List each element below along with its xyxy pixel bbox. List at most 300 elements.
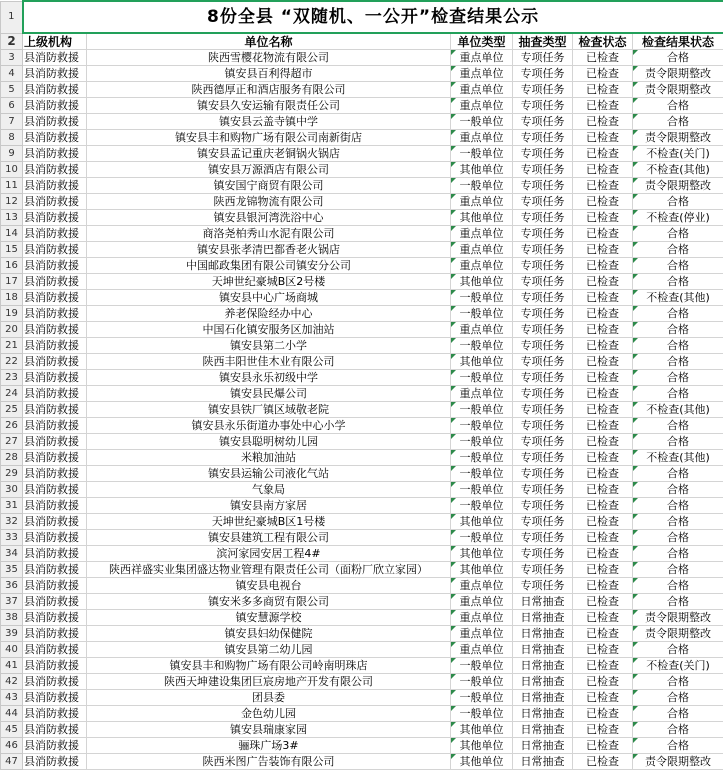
cell-unit-name[interactable]: 米粮加油站 xyxy=(87,450,451,466)
cell-org[interactable]: 县消防救援 xyxy=(23,194,87,210)
row-number[interactable]: 45 xyxy=(1,722,23,738)
cell-unit-type[interactable]: 一般单位 xyxy=(451,530,513,546)
cell-unit-name[interactable]: 镇安县丰和购物广场有限公司南新街店 xyxy=(87,130,451,146)
cell-org[interactable]: 县消防救援 xyxy=(23,482,87,498)
row-number[interactable]: 9 xyxy=(1,146,23,162)
cell-unit-type[interactable]: 一般单位 xyxy=(451,450,513,466)
cell-check-type[interactable]: 专项任务 xyxy=(513,226,573,242)
row-number[interactable]: 1 xyxy=(1,1,23,33)
cell-org[interactable]: 县消防救援 xyxy=(23,642,87,658)
cell-org[interactable]: 县消防救援 xyxy=(23,402,87,418)
row-number[interactable]: 30 xyxy=(1,482,23,498)
cell-check-status[interactable]: 已检查 xyxy=(573,50,633,66)
cell-unit-name[interactable]: 陕西龙锦物流有限公司 xyxy=(87,194,451,210)
cell-org[interactable]: 县消防救援 xyxy=(23,178,87,194)
cell-org[interactable]: 县消防救援 xyxy=(23,50,87,66)
cell-unit-name[interactable]: 镇安县丰和购物广场有限公司岭南明珠店 xyxy=(87,658,451,674)
header-unit-name[interactable]: 单位名称 xyxy=(87,33,451,50)
cell-check-type[interactable]: 专项任务 xyxy=(513,210,573,226)
cell-check-status[interactable]: 已检查 xyxy=(573,674,633,690)
cell-unit-type[interactable]: 一般单位 xyxy=(451,402,513,418)
cell-unit-name[interactable]: 镇安县百利得超市 xyxy=(87,66,451,82)
cell-check-status[interactable]: 已检查 xyxy=(573,418,633,434)
cell-unit-name[interactable]: 中国石化镇安服务区加油站 xyxy=(87,322,451,338)
cell-check-status[interactable]: 已检查 xyxy=(573,322,633,338)
cell-check-type[interactable]: 专项任务 xyxy=(513,194,573,210)
row-number[interactable]: 23 xyxy=(1,370,23,386)
cell-unit-type[interactable]: 一般单位 xyxy=(451,466,513,482)
cell-check-type[interactable]: 专项任务 xyxy=(513,130,573,146)
cell-result-status[interactable]: 责令限期整改 xyxy=(633,66,723,82)
cell-unit-name[interactable]: 镇安县运输公司液化气站 xyxy=(87,466,451,482)
row-number[interactable]: 22 xyxy=(1,354,23,370)
cell-org[interactable]: 县消防救援 xyxy=(23,114,87,130)
cell-result-status[interactable]: 合格 xyxy=(633,674,723,690)
cell-unit-type[interactable]: 一般单位 xyxy=(451,370,513,386)
cell-result-status[interactable]: 合格 xyxy=(633,722,723,738)
cell-unit-name[interactable]: 镇安慧源学校 xyxy=(87,610,451,626)
cell-org[interactable]: 县消防救援 xyxy=(23,722,87,738)
cell-org[interactable]: 县消防救援 xyxy=(23,386,87,402)
cell-unit-type[interactable]: 一般单位 xyxy=(451,482,513,498)
cell-check-status[interactable]: 已检查 xyxy=(573,562,633,578)
cell-check-status[interactable]: 已检查 xyxy=(573,594,633,610)
cell-unit-name[interactable]: 镇安县久安运输有限责任公司 xyxy=(87,98,451,114)
cell-org[interactable]: 县消防救援 xyxy=(23,690,87,706)
cell-check-type[interactable]: 专项任务 xyxy=(513,434,573,450)
cell-result-status[interactable]: 合格 xyxy=(633,594,723,610)
cell-check-type[interactable]: 专项任务 xyxy=(513,530,573,546)
cell-check-status[interactable]: 已检查 xyxy=(573,66,633,82)
row-number[interactable]: 40 xyxy=(1,642,23,658)
cell-check-type[interactable]: 专项任务 xyxy=(513,418,573,434)
row-number[interactable]: 46 xyxy=(1,738,23,754)
row-number[interactable]: 28 xyxy=(1,450,23,466)
cell-unit-type[interactable]: 一般单位 xyxy=(451,658,513,674)
cell-check-status[interactable]: 已检查 xyxy=(573,82,633,98)
cell-check-type[interactable]: 专项任务 xyxy=(513,514,573,530)
cell-result-status[interactable]: 合格 xyxy=(633,498,723,514)
cell-result-status[interactable]: 合格 xyxy=(633,418,723,434)
header-org[interactable]: 上级机构 xyxy=(23,33,87,50)
cell-check-status[interactable]: 已检查 xyxy=(573,658,633,674)
cell-unit-type[interactable]: 其他单位 xyxy=(451,162,513,178)
cell-unit-name[interactable]: 镇安县永乐街道办事处中心小学 xyxy=(87,418,451,434)
cell-check-type[interactable]: 专项任务 xyxy=(513,338,573,354)
cell-check-type[interactable]: 日常抽查 xyxy=(513,722,573,738)
cell-check-status[interactable]: 已检查 xyxy=(573,178,633,194)
cell-org[interactable]: 县消防救援 xyxy=(23,578,87,594)
cell-unit-name[interactable]: 镇安县云盖寺镇中学 xyxy=(87,114,451,130)
cell-org[interactable]: 县消防救援 xyxy=(23,562,87,578)
cell-unit-type[interactable]: 一般单位 xyxy=(451,290,513,306)
cell-check-type[interactable]: 专项任务 xyxy=(513,98,573,114)
cell-unit-name[interactable]: 镇安县银河湾洗浴中心 xyxy=(87,210,451,226)
cell-check-status[interactable]: 已检查 xyxy=(573,498,633,514)
cell-unit-name[interactable]: 镇安县铁厂镇区域敬老院 xyxy=(87,402,451,418)
cell-unit-name[interactable]: 陕西米图广告装饰有限公司 xyxy=(87,754,451,770)
cell-check-status[interactable]: 已检查 xyxy=(573,386,633,402)
row-number[interactable]: 44 xyxy=(1,706,23,722)
cell-result-status[interactable]: 合格 xyxy=(633,514,723,530)
row-number[interactable]: 7 xyxy=(1,114,23,130)
cell-org[interactable]: 县消防救援 xyxy=(23,130,87,146)
cell-org[interactable]: 县消防救援 xyxy=(23,370,87,386)
cell-unit-name[interactable]: 滨河家园安居工程4# xyxy=(87,546,451,562)
row-number[interactable]: 24 xyxy=(1,386,23,402)
cell-org[interactable]: 县消防救援 xyxy=(23,450,87,466)
cell-result-status[interactable]: 合格 xyxy=(633,114,723,130)
row-number[interactable]: 31 xyxy=(1,498,23,514)
cell-unit-name[interactable]: 镇安县南方家居 xyxy=(87,498,451,514)
cell-check-type[interactable]: 专项任务 xyxy=(513,450,573,466)
cell-check-type[interactable]: 日常抽查 xyxy=(513,706,573,722)
cell-org[interactable]: 县消防救援 xyxy=(23,82,87,98)
cell-unit-type[interactable]: 重点单位 xyxy=(451,66,513,82)
cell-check-status[interactable]: 已检查 xyxy=(573,354,633,370)
cell-result-status[interactable]: 合格 xyxy=(633,50,723,66)
cell-unit-name[interactable]: 镇安县第二小学 xyxy=(87,338,451,354)
cell-org[interactable]: 县消防救援 xyxy=(23,498,87,514)
row-number[interactable]: 21 xyxy=(1,338,23,354)
cell-check-type[interactable]: 专项任务 xyxy=(513,114,573,130)
row-number[interactable]: 29 xyxy=(1,466,23,482)
cell-check-type[interactable]: 专项任务 xyxy=(513,466,573,482)
cell-unit-type[interactable]: 重点单位 xyxy=(451,386,513,402)
cell-check-type[interactable]: 专项任务 xyxy=(513,290,573,306)
cell-check-status[interactable]: 已检查 xyxy=(573,642,633,658)
cell-result-status[interactable]: 责令限期整改 xyxy=(633,130,723,146)
row-number[interactable]: 11 xyxy=(1,178,23,194)
cell-unit-name[interactable]: 团县委 xyxy=(87,690,451,706)
cell-unit-type[interactable]: 重点单位 xyxy=(451,82,513,98)
row-number[interactable]: 5 xyxy=(1,82,23,98)
cell-org[interactable]: 县消防救援 xyxy=(23,514,87,530)
cell-result-status[interactable]: 合格 xyxy=(633,482,723,498)
cell-unit-name[interactable]: 镇安米多多商贸有限公司 xyxy=(87,594,451,610)
cell-result-status[interactable]: 合格 xyxy=(633,274,723,290)
row-number[interactable]: 38 xyxy=(1,610,23,626)
cell-org[interactable]: 县消防救援 xyxy=(23,658,87,674)
cell-check-status[interactable]: 已检查 xyxy=(573,338,633,354)
header-check-type[interactable]: 抽查类型 xyxy=(513,33,573,50)
row-number[interactable]: 43 xyxy=(1,690,23,706)
cell-result-status[interactable]: 责令限期整改 xyxy=(633,626,723,642)
row-number[interactable]: 32 xyxy=(1,514,23,530)
cell-result-status[interactable]: 不检查(其他) xyxy=(633,402,723,418)
cell-unit-type[interactable]: 一般单位 xyxy=(451,178,513,194)
row-number[interactable]: 13 xyxy=(1,210,23,226)
cell-check-status[interactable]: 已检查 xyxy=(573,402,633,418)
cell-check-type[interactable]: 专项任务 xyxy=(513,322,573,338)
row-number[interactable]: 35 xyxy=(1,562,23,578)
cell-unit-type[interactable]: 重点单位 xyxy=(451,194,513,210)
cell-check-type[interactable]: 专项任务 xyxy=(513,386,573,402)
cell-unit-name[interactable]: 镇安县妇幼保健院 xyxy=(87,626,451,642)
cell-org[interactable]: 县消防救援 xyxy=(23,738,87,754)
cell-unit-type[interactable]: 重点单位 xyxy=(451,594,513,610)
cell-check-status[interactable]: 已检查 xyxy=(573,210,633,226)
cell-org[interactable]: 县消防救援 xyxy=(23,66,87,82)
cell-check-status[interactable]: 已检查 xyxy=(573,226,633,242)
cell-unit-name[interactable]: 天坤世纪豪城B区2号楼 xyxy=(87,274,451,290)
cell-unit-type[interactable]: 重点单位 xyxy=(451,578,513,594)
cell-unit-type[interactable]: 重点单位 xyxy=(451,50,513,66)
cell-unit-name[interactable]: 镇安县永乐初级中学 xyxy=(87,370,451,386)
cell-unit-type[interactable]: 重点单位 xyxy=(451,258,513,274)
cell-unit-type[interactable]: 其他单位 xyxy=(451,274,513,290)
cell-unit-name[interactable]: 镇安县万源酒店有限公司 xyxy=(87,162,451,178)
cell-check-status[interactable]: 已检查 xyxy=(573,370,633,386)
cell-check-type[interactable]: 专项任务 xyxy=(513,578,573,594)
row-number[interactable]: 8 xyxy=(1,130,23,146)
row-number[interactable]: 41 xyxy=(1,658,23,674)
cell-check-status[interactable]: 已检查 xyxy=(573,146,633,162)
cell-check-status[interactable]: 已检查 xyxy=(573,450,633,466)
cell-org[interactable]: 县消防救援 xyxy=(23,258,87,274)
cell-check-type[interactable]: 日常抽查 xyxy=(513,738,573,754)
cell-unit-type[interactable]: 重点单位 xyxy=(451,322,513,338)
cell-result-status[interactable]: 合格 xyxy=(633,738,723,754)
cell-result-status[interactable]: 合格 xyxy=(633,706,723,722)
cell-check-status[interactable]: 已检查 xyxy=(573,482,633,498)
cell-unit-type[interactable]: 重点单位 xyxy=(451,98,513,114)
cell-result-status[interactable]: 责令限期整改 xyxy=(633,82,723,98)
row-number[interactable]: 37 xyxy=(1,594,23,610)
cell-unit-name[interactable]: 商洛尧柏秀山水泥有限公司 xyxy=(87,226,451,242)
row-number[interactable]: 39 xyxy=(1,626,23,642)
cell-check-type[interactable]: 专项任务 xyxy=(513,562,573,578)
cell-unit-name[interactable]: 陕西祥盛实业集团盛达物业管理有限责任公司（面粉厂欣立家园） xyxy=(87,562,451,578)
cell-check-type[interactable]: 专项任务 xyxy=(513,242,573,258)
cell-unit-type[interactable]: 一般单位 xyxy=(451,338,513,354)
cell-check-status[interactable]: 已检查 xyxy=(573,290,633,306)
cell-unit-name[interactable]: 陕西德厚正和酒店服务有限公司 xyxy=(87,82,451,98)
cell-org[interactable]: 县消防救援 xyxy=(23,98,87,114)
cell-check-type[interactable]: 专项任务 xyxy=(513,82,573,98)
cell-unit-type[interactable]: 重点单位 xyxy=(451,626,513,642)
row-number[interactable]: 3 xyxy=(1,50,23,66)
cell-unit-name[interactable]: 镇安县张孝清巴都香老火锅店 xyxy=(87,242,451,258)
cell-unit-name[interactable]: 气象局 xyxy=(87,482,451,498)
cell-check-type[interactable]: 专项任务 xyxy=(513,370,573,386)
row-number[interactable]: 19 xyxy=(1,306,23,322)
cell-check-type[interactable]: 专项任务 xyxy=(513,546,573,562)
cell-check-type[interactable]: 专项任务 xyxy=(513,274,573,290)
row-number[interactable]: 42 xyxy=(1,674,23,690)
row-number[interactable]: 26 xyxy=(1,418,23,434)
cell-result-status[interactable]: 合格 xyxy=(633,642,723,658)
cell-result-status[interactable]: 合格 xyxy=(633,98,723,114)
cell-check-type[interactable]: 专项任务 xyxy=(513,482,573,498)
cell-unit-type[interactable]: 其他单位 xyxy=(451,562,513,578)
cell-unit-type[interactable]: 重点单位 xyxy=(451,242,513,258)
cell-unit-type[interactable]: 一般单位 xyxy=(451,690,513,706)
row-number[interactable]: 4 xyxy=(1,66,23,82)
cell-result-status[interactable]: 合格 xyxy=(633,578,723,594)
cell-check-type[interactable]: 专项任务 xyxy=(513,402,573,418)
cell-org[interactable]: 县消防救援 xyxy=(23,626,87,642)
row-number[interactable]: 18 xyxy=(1,290,23,306)
cell-result-status[interactable]: 不检查(关门) xyxy=(633,146,723,162)
sheet-title[interactable]: 8份全县 “双随机、一公开”检查结果公示 xyxy=(23,1,723,33)
cell-unit-type[interactable]: 一般单位 xyxy=(451,306,513,322)
cell-result-status[interactable]: 不检查(停业) xyxy=(633,210,723,226)
cell-unit-name[interactable]: 中国邮政集团有限公司镇安分公司 xyxy=(87,258,451,274)
row-number[interactable]: 27 xyxy=(1,434,23,450)
cell-unit-name[interactable]: 陕西雪樱花物流有限公司 xyxy=(87,50,451,66)
cell-check-status[interactable]: 已检查 xyxy=(573,194,633,210)
cell-unit-name[interactable]: 镇安县建筑工程有限公司 xyxy=(87,530,451,546)
cell-org[interactable]: 县消防救援 xyxy=(23,210,87,226)
cell-unit-name[interactable]: 镇安县聪明树幼儿园 xyxy=(87,434,451,450)
cell-unit-name[interactable]: 镇安县电视台 xyxy=(87,578,451,594)
row-number[interactable]: 25 xyxy=(1,402,23,418)
cell-result-status[interactable]: 不检查(其他) xyxy=(633,162,723,178)
cell-check-type[interactable]: 专项任务 xyxy=(513,258,573,274)
cell-unit-type[interactable]: 一般单位 xyxy=(451,418,513,434)
cell-unit-type[interactable]: 重点单位 xyxy=(451,226,513,242)
cell-unit-type[interactable]: 重点单位 xyxy=(451,642,513,658)
cell-unit-type[interactable]: 一般单位 xyxy=(451,114,513,130)
cell-check-status[interactable]: 已检查 xyxy=(573,258,633,274)
cell-unit-type[interactable]: 重点单位 xyxy=(451,610,513,626)
cell-org[interactable]: 县消防救援 xyxy=(23,274,87,290)
cell-check-status[interactable]: 已检查 xyxy=(573,706,633,722)
cell-check-type[interactable]: 日常抽查 xyxy=(513,674,573,690)
row-number[interactable]: 17 xyxy=(1,274,23,290)
cell-org[interactable]: 县消防救援 xyxy=(23,322,87,338)
header-unit-type[interactable]: 单位类型 xyxy=(451,33,513,50)
cell-org[interactable]: 县消防救援 xyxy=(23,418,87,434)
row-number[interactable]: 6 xyxy=(1,98,23,114)
cell-check-type[interactable]: 专项任务 xyxy=(513,162,573,178)
cell-org[interactable]: 县消防救援 xyxy=(23,162,87,178)
cell-check-status[interactable]: 已检查 xyxy=(573,722,633,738)
cell-unit-type[interactable]: 一般单位 xyxy=(451,498,513,514)
cell-check-status[interactable]: 已检查 xyxy=(573,610,633,626)
cell-org[interactable]: 县消防救援 xyxy=(23,706,87,722)
cell-org[interactable]: 县消防救援 xyxy=(23,466,87,482)
cell-unit-type[interactable]: 一般单位 xyxy=(451,706,513,722)
cell-check-status[interactable]: 已检查 xyxy=(573,754,633,770)
cell-unit-name[interactable]: 养老保险经办中心 xyxy=(87,306,451,322)
cell-unit-name[interactable]: 陕西丰阳世佳木业有限公司 xyxy=(87,354,451,370)
cell-unit-type[interactable]: 一般单位 xyxy=(451,434,513,450)
cell-check-status[interactable]: 已检查 xyxy=(573,626,633,642)
row-number[interactable]: 14 xyxy=(1,226,23,242)
cell-result-status[interactable]: 合格 xyxy=(633,434,723,450)
cell-org[interactable]: 县消防救援 xyxy=(23,434,87,450)
cell-unit-type[interactable]: 其他单位 xyxy=(451,722,513,738)
cell-unit-name[interactable]: 金色幼儿园 xyxy=(87,706,451,722)
cell-result-status[interactable]: 合格 xyxy=(633,258,723,274)
cell-check-type[interactable]: 日常抽查 xyxy=(513,594,573,610)
cell-unit-name[interactable]: 陕西天坤建设集团巨宸房地产开发有限公司 xyxy=(87,674,451,690)
cell-check-status[interactable]: 已检查 xyxy=(573,130,633,146)
cell-check-status[interactable]: 已检查 xyxy=(573,546,633,562)
cell-check-type[interactable]: 专项任务 xyxy=(513,50,573,66)
cell-result-status[interactable]: 合格 xyxy=(633,306,723,322)
cell-org[interactable]: 县消防救援 xyxy=(23,242,87,258)
cell-result-status[interactable]: 合格 xyxy=(633,562,723,578)
cell-result-status[interactable]: 不检查(其他) xyxy=(633,450,723,466)
row-number[interactable]: 2 xyxy=(1,33,23,50)
cell-unit-name[interactable]: 镇安县中心广场商城 xyxy=(87,290,451,306)
row-number[interactable]: 33 xyxy=(1,530,23,546)
cell-unit-type[interactable]: 重点单位 xyxy=(451,130,513,146)
cell-check-type[interactable]: 专项任务 xyxy=(513,178,573,194)
cell-unit-name[interactable]: 镇安县瑞康家园 xyxy=(87,722,451,738)
cell-check-status[interactable]: 已检查 xyxy=(573,242,633,258)
cell-check-type[interactable]: 专项任务 xyxy=(513,498,573,514)
cell-unit-type[interactable]: 其他单位 xyxy=(451,354,513,370)
cell-check-type[interactable]: 日常抽查 xyxy=(513,690,573,706)
cell-unit-name[interactable]: 天坤世纪豪城B区1号楼 xyxy=(87,514,451,530)
cell-check-type[interactable]: 专项任务 xyxy=(513,354,573,370)
row-number[interactable]: 16 xyxy=(1,258,23,274)
cell-unit-name[interactable]: 镇安县第二幼儿园 xyxy=(87,642,451,658)
cell-check-status[interactable]: 已检查 xyxy=(573,690,633,706)
cell-unit-type[interactable]: 一般单位 xyxy=(451,674,513,690)
row-number[interactable]: 15 xyxy=(1,242,23,258)
cell-org[interactable]: 县消防救援 xyxy=(23,306,87,322)
cell-check-status[interactable]: 已检查 xyxy=(573,162,633,178)
cell-result-status[interactable]: 合格 xyxy=(633,194,723,210)
cell-result-status[interactable]: 合格 xyxy=(633,354,723,370)
cell-org[interactable]: 县消防救援 xyxy=(23,338,87,354)
cell-check-type[interactable]: 日常抽查 xyxy=(513,658,573,674)
cell-check-status[interactable]: 已检查 xyxy=(573,578,633,594)
cell-result-status[interactable]: 责令限期整改 xyxy=(633,178,723,194)
cell-result-status[interactable]: 不检查(关门) xyxy=(633,658,723,674)
cell-org[interactable]: 县消防救援 xyxy=(23,146,87,162)
cell-unit-type[interactable]: 其他单位 xyxy=(451,738,513,754)
cell-result-status[interactable]: 合格 xyxy=(633,242,723,258)
cell-result-status[interactable]: 合格 xyxy=(633,466,723,482)
cell-result-status[interactable]: 责令限期整改 xyxy=(633,610,723,626)
cell-check-status[interactable]: 已检查 xyxy=(573,114,633,130)
cell-org[interactable]: 县消防救援 xyxy=(23,290,87,306)
cell-unit-type[interactable]: 其他单位 xyxy=(451,514,513,530)
cell-check-type[interactable]: 日常抽查 xyxy=(513,754,573,770)
cell-org[interactable]: 县消防救援 xyxy=(23,530,87,546)
cell-check-type[interactable]: 专项任务 xyxy=(513,146,573,162)
row-number[interactable]: 10 xyxy=(1,162,23,178)
cell-check-status[interactable]: 已检查 xyxy=(573,306,633,322)
cell-unit-name[interactable]: 镇安县孟记重庆老铜锅火锅店 xyxy=(87,146,451,162)
cell-check-type[interactable]: 日常抽查 xyxy=(513,610,573,626)
cell-check-status[interactable]: 已检查 xyxy=(573,98,633,114)
cell-unit-name[interactable]: 骊珠广场3# xyxy=(87,738,451,754)
cell-result-status[interactable]: 合格 xyxy=(633,690,723,706)
cell-result-status[interactable]: 责令限期整改 xyxy=(633,754,723,770)
cell-check-status[interactable]: 已检查 xyxy=(573,274,633,290)
cell-check-type[interactable]: 专项任务 xyxy=(513,66,573,82)
cell-check-status[interactable]: 已检查 xyxy=(573,530,633,546)
cell-check-type[interactable]: 专项任务 xyxy=(513,306,573,322)
cell-check-status[interactable]: 已检查 xyxy=(573,738,633,754)
cell-result-status[interactable]: 合格 xyxy=(633,546,723,562)
cell-check-status[interactable]: 已检查 xyxy=(573,466,633,482)
cell-result-status[interactable]: 合格 xyxy=(633,386,723,402)
cell-result-status[interactable]: 合格 xyxy=(633,370,723,386)
header-result-status[interactable]: 检查结果状态 xyxy=(633,33,723,50)
cell-unit-name[interactable]: 镇安国宁商贸有限公司 xyxy=(87,178,451,194)
cell-org[interactable]: 县消防救援 xyxy=(23,226,87,242)
cell-unit-type[interactable]: 其他单位 xyxy=(451,754,513,770)
cell-check-status[interactable]: 已检查 xyxy=(573,514,633,530)
